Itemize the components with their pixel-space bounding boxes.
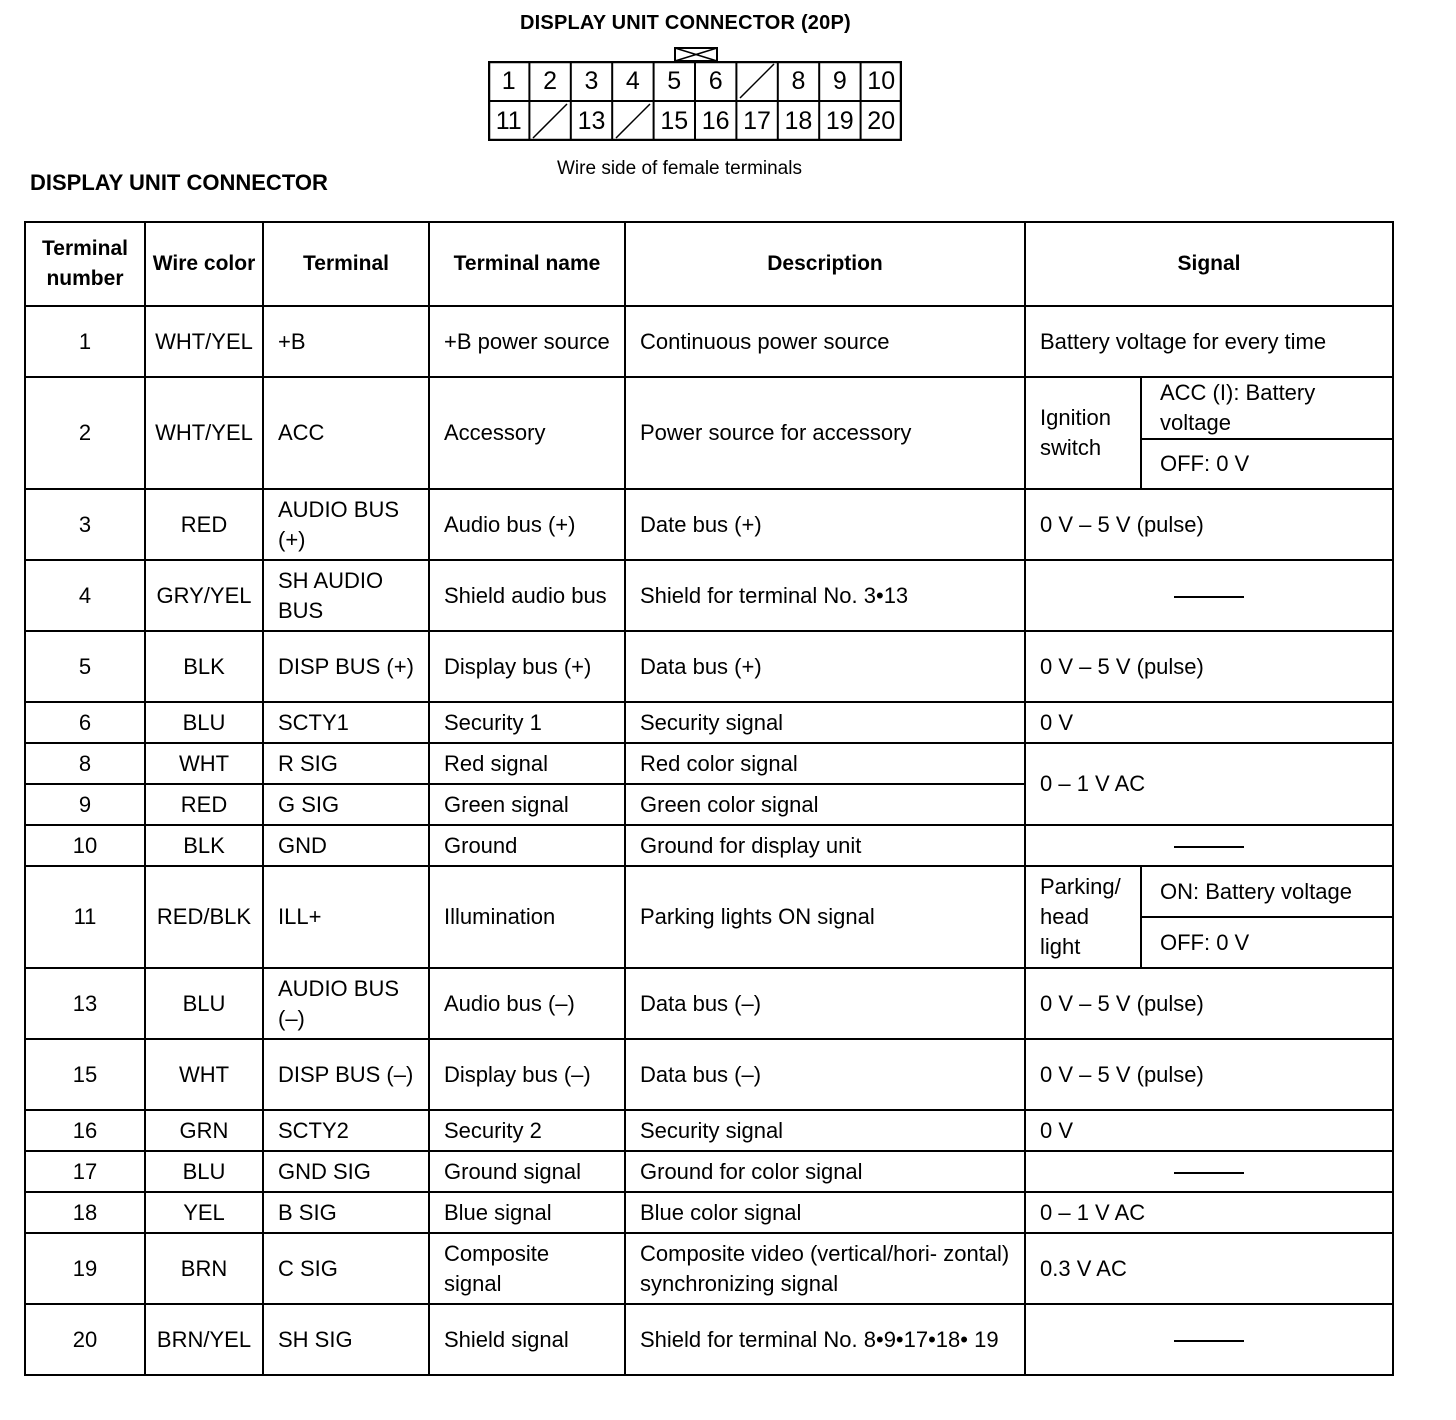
connector-pin: 19: [825, 106, 854, 135]
connector-caption: Wire side of female terminals: [557, 158, 802, 179]
cell-signal: 0 – 1 V AC: [1025, 1192, 1393, 1233]
cell-description: Ground for display unit: [625, 825, 1025, 866]
cell-terminal: SCTY2: [263, 1110, 429, 1151]
cell-signal: 0 V: [1025, 1110, 1393, 1151]
header-description: Description: [625, 222, 1025, 306]
cell-terminal-name: Green signal: [429, 784, 625, 825]
dash-mark: [1174, 1340, 1244, 1342]
cell-description: Composite video (vertical/hori- zontal) synchronizing signal: [625, 1233, 1025, 1304]
cell-terminal-number: 13: [25, 968, 145, 1039]
cell-wire-color: BLU: [145, 968, 263, 1039]
cell-signal: Battery voltage for every time: [1025, 306, 1393, 377]
cell-terminal: B SIG: [263, 1192, 429, 1233]
cell-signal-none: [1025, 1304, 1393, 1375]
cell-terminal: GND SIG: [263, 1151, 429, 1192]
dash-mark: [1174, 1172, 1244, 1174]
cell-description: Shield for terminal No. 3•13: [625, 560, 1025, 631]
cell-description: Data bus (–): [625, 968, 1025, 1039]
cell-description: Data bus (–): [625, 1039, 1025, 1110]
cell-terminal-name: Security 2: [429, 1110, 625, 1151]
connector-pin: 1: [501, 66, 516, 95]
signal-condition: Parking/ head light: [1026, 867, 1142, 967]
cell-terminal-name: Audio bus (–): [429, 968, 625, 1039]
cell-description: Green color signal: [625, 784, 1025, 825]
cell-terminal-name: +B power source: [429, 306, 625, 377]
cell-terminal-name: Ground signal: [429, 1151, 625, 1192]
table-row: [25, 1233, 1393, 1304]
cell-signal: 0 V – 5 V (pulse): [1025, 489, 1393, 560]
header-terminal-name: Terminal name: [429, 222, 625, 306]
cell-wire-color: WHT/YEL: [145, 377, 263, 489]
cell-terminal-number: 5: [25, 631, 145, 702]
signal-state-on: ON: Battery voltage: [1160, 878, 1352, 904]
cell-terminal: AUDIO BUS (–): [263, 968, 429, 1039]
connector-pin-empty: [736, 61, 777, 101]
cell-terminal-number: 20: [25, 1304, 145, 1375]
table-row: [25, 1110, 1393, 1151]
cell-signal: 0 V – 5 V (pulse): [1025, 631, 1393, 702]
connector-pin: 3: [584, 66, 599, 95]
cell-terminal: SH SIG: [263, 1304, 429, 1375]
connector-pin: 17: [743, 106, 771, 135]
cell-description: Security signal: [625, 1110, 1025, 1151]
connector-pin: 6: [708, 66, 723, 95]
cell-wire-color: WHT: [145, 743, 263, 784]
connector-pin: 18: [784, 106, 813, 135]
connector-pin: 8: [791, 66, 806, 95]
cell-wire-color: BRN: [145, 1233, 263, 1304]
cell-wire-color: BLU: [145, 1151, 263, 1192]
cell-terminal-name: Composite signal: [429, 1233, 625, 1304]
cell-terminal: ILL+: [263, 866, 429, 968]
table-row: [25, 1039, 1393, 1110]
table-row: [25, 743, 1393, 784]
cell-terminal-name: Shield audio bus: [429, 560, 625, 631]
cell-description: Data bus (+): [625, 631, 1025, 702]
cell-terminal-name: Illumination: [429, 866, 625, 968]
cell-terminal-number: 3: [25, 489, 145, 560]
connector-title: DISPLAY UNIT CONNECTOR (20P): [520, 12, 851, 34]
table-row: [25, 489, 1393, 560]
cell-terminal-number: 15: [25, 1039, 145, 1110]
cell-description: Ground for color signal: [625, 1151, 1025, 1192]
cell-wire-color: WHT: [145, 1039, 263, 1110]
cell-terminal-number: 6: [25, 702, 145, 743]
table-header-row: [25, 222, 1393, 306]
connector-pin-empty: [612, 101, 653, 141]
cell-terminal-number: 2: [25, 377, 145, 489]
cell-signal: 0 – 1 V AC: [1025, 743, 1393, 825]
cell-wire-color: BLU: [145, 702, 263, 743]
terminal-table: [24, 221, 1394, 1376]
cell-terminal: AUDIO BUS (+): [263, 489, 429, 560]
cell-terminal-number: 19: [25, 1233, 145, 1304]
cell-terminal: GND: [263, 825, 429, 866]
cell-terminal: SCTY1: [263, 702, 429, 743]
signal-state-off: OFF: 0 V: [1142, 916, 1392, 967]
connector-pin: 13: [577, 106, 606, 135]
header-terminal: Terminal: [263, 222, 429, 306]
cell-wire-color: BLK: [145, 825, 263, 866]
dash-mark: [1174, 596, 1244, 598]
dash-mark: [1174, 846, 1244, 848]
table-row: [25, 1151, 1393, 1192]
cell-terminal-number: 9: [25, 784, 145, 825]
cell-signal: 0 V – 5 V (pulse): [1025, 968, 1393, 1039]
table-row: [25, 702, 1393, 743]
cell-wire-color: RED: [145, 489, 263, 560]
cell-signal-none: [1025, 1151, 1393, 1192]
cell-terminal-number: 4: [25, 560, 145, 631]
table-row: [25, 306, 1393, 377]
connector-pin: 16: [701, 106, 730, 135]
cell-terminal: SH AUDIO BUS: [263, 560, 429, 631]
connector-pin: 15: [660, 106, 689, 135]
signal-state-on: ACC (I): Battery voltage: [1160, 380, 1316, 435]
cell-terminal: +B: [263, 306, 429, 377]
cell-terminal-number: 1: [25, 306, 145, 377]
cell-terminal: C SIG: [263, 1233, 429, 1304]
signal-condition: Ignition switch: [1026, 378, 1142, 488]
cell-wire-color: YEL: [145, 1192, 263, 1233]
cell-terminal-name: Accessory: [429, 377, 625, 489]
cell-signal: 0 V – 5 V (pulse): [1025, 1039, 1393, 1110]
cell-terminal: R SIG: [263, 743, 429, 784]
cell-terminal: DISP BUS (–): [263, 1039, 429, 1110]
connector-diagram: [488, 61, 902, 141]
table-row: [25, 968, 1393, 1039]
cell-description: Blue color signal: [625, 1192, 1025, 1233]
cell-signal-none: [1025, 560, 1393, 631]
cell-wire-color: BLK: [145, 631, 263, 702]
cell-signal: 0 V: [1025, 702, 1393, 743]
connector-pins: [488, 61, 902, 141]
cell-description: Shield for terminal No. 8•9•17•18• 19: [625, 1304, 1025, 1375]
cell-signal: [1025, 377, 1393, 489]
header-wire-color: Wire color: [145, 222, 263, 306]
table-row: [25, 1192, 1393, 1233]
cell-terminal-number: 17: [25, 1151, 145, 1192]
cell-wire-color: RED/BLK: [145, 866, 263, 968]
cell-terminal: DISP BUS (+): [263, 631, 429, 702]
cell-terminal-number: 8: [25, 743, 145, 784]
connector-pin: 11: [495, 106, 522, 135]
table-row: [25, 377, 1393, 489]
cell-description: Red color signal: [625, 743, 1025, 784]
cell-terminal: G SIG: [263, 784, 429, 825]
cell-terminal-name: Security 1: [429, 702, 625, 743]
cell-signal: [1025, 866, 1393, 968]
cell-signal-none: [1025, 825, 1393, 866]
cell-terminal-number: 16: [25, 1110, 145, 1151]
cell-terminal-number: 18: [25, 1192, 145, 1233]
header-terminal-number: Terminal number: [25, 222, 145, 306]
cell-terminal-name: Display bus (–): [429, 1039, 625, 1110]
table-row: [25, 560, 1393, 631]
table-row: [25, 1304, 1393, 1375]
cell-wire-color: GRN: [145, 1110, 263, 1151]
cell-terminal-name: Blue signal: [429, 1192, 625, 1233]
header-signal: Signal: [1025, 222, 1393, 306]
cell-terminal-name: Ground: [429, 825, 625, 866]
cell-description: Power source for accessory: [625, 377, 1025, 489]
connector-pin-empty: [529, 101, 570, 141]
cell-terminal: ACC: [263, 377, 429, 489]
cell-description: Security signal: [625, 702, 1025, 743]
cell-wire-color: GRY/YEL: [145, 560, 263, 631]
connector-pin: 20: [867, 106, 896, 135]
cell-description: Parking lights ON signal: [625, 866, 1025, 968]
connector-pin: 5: [667, 66, 682, 95]
connector-pin: 10: [867, 66, 896, 95]
connector-pin: 2: [543, 66, 558, 95]
cell-terminal-name: Red signal: [429, 743, 625, 784]
connector-pin: 4: [625, 66, 640, 95]
cell-wire-color: WHT/YEL: [145, 306, 263, 377]
connector-pin: 9: [832, 66, 847, 95]
table-row: [25, 866, 1393, 968]
table-row: [25, 631, 1393, 702]
cell-terminal-number: 10: [25, 825, 145, 866]
cell-wire-color: BRN/YEL: [145, 1304, 263, 1375]
cell-terminal-name: Display bus (+): [429, 631, 625, 702]
signal-state-off: OFF: 0 V: [1142, 438, 1392, 488]
cell-terminal-number: 11: [25, 866, 145, 968]
cell-signal: 0.3 V AC: [1025, 1233, 1393, 1304]
cell-description: Continuous power source: [625, 306, 1025, 377]
cell-terminal-name: Audio bus (+): [429, 489, 625, 560]
table-row: [25, 825, 1393, 866]
cell-terminal-name: Shield signal: [429, 1304, 625, 1375]
cell-description: Date bus (+): [625, 489, 1025, 560]
section-title: DISPLAY UNIT CONNECTOR: [30, 170, 328, 195]
cell-wire-color: RED: [145, 784, 263, 825]
